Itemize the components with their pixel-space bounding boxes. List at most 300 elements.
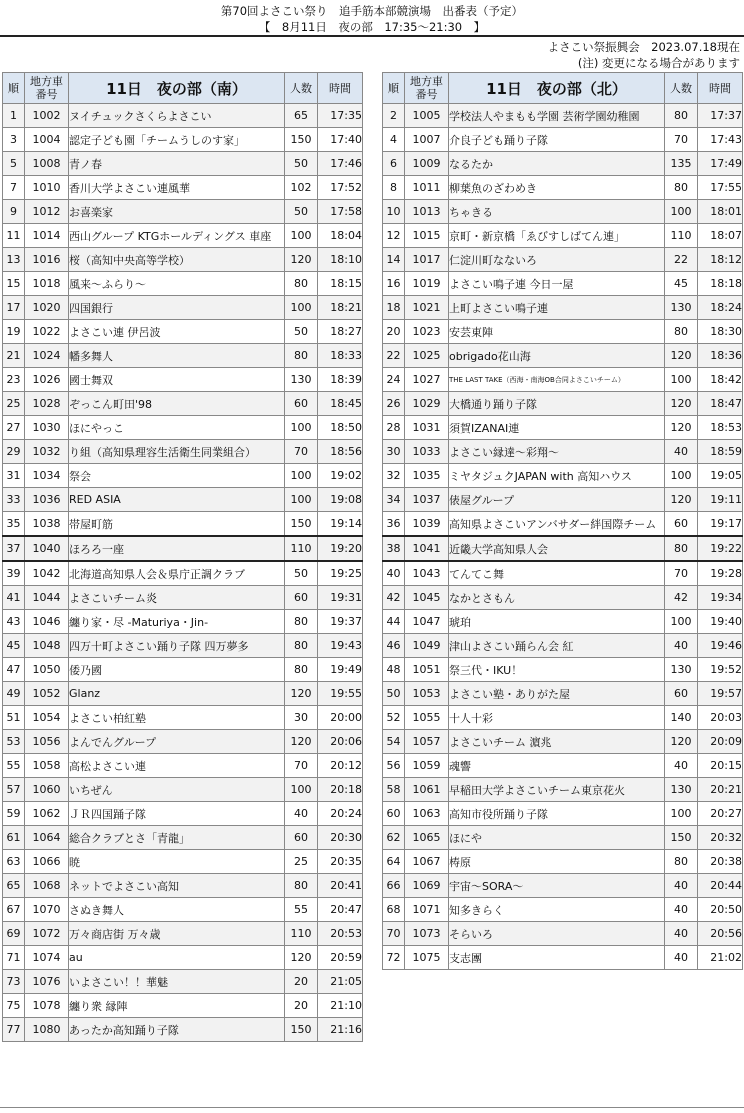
order-cell: 59	[3, 802, 25, 826]
float-number-cell: 1065	[405, 826, 449, 850]
team-name-cell: ほにやっこ	[69, 416, 285, 440]
south-schedule-table	[2, 72, 363, 1042]
order-cell: 50	[383, 682, 405, 706]
time-cell: 20:56	[698, 922, 743, 946]
float-number-cell: 1023	[405, 320, 449, 344]
team-name-cell: ヌイチュックさくらよさこい	[69, 104, 285, 128]
float-number-cell: 1039	[405, 512, 449, 537]
float-number-cell: 1071	[405, 898, 449, 922]
order-cell: 23	[3, 368, 25, 392]
time-cell: 19:55	[318, 682, 363, 706]
table-row	[383, 802, 743, 826]
people-cell: 100	[285, 488, 318, 512]
team-name-cell: 俵屋グループ	[449, 488, 665, 512]
table-row	[3, 994, 363, 1018]
table-row	[383, 850, 743, 874]
table-row	[3, 561, 363, 586]
float-number-cell: 1076	[25, 970, 69, 994]
float-number-cell: 1018	[25, 272, 69, 296]
time-cell: 19:25	[318, 561, 363, 586]
order-cell: 9	[3, 200, 25, 224]
col-float-number-line1: 地方車	[410, 75, 443, 88]
order-cell: 22	[383, 344, 405, 368]
team-name-cell: 四国銀行	[69, 296, 285, 320]
float-number-cell: 1024	[25, 344, 69, 368]
order-cell: 40	[383, 561, 405, 586]
table-row	[383, 464, 743, 488]
time-cell: 20:27	[698, 802, 743, 826]
order-cell: 63	[3, 850, 25, 874]
order-cell: 38	[383, 536, 405, 561]
table-row	[3, 802, 363, 826]
people-cell: 150	[285, 1018, 318, 1042]
table-row	[383, 610, 743, 634]
float-number-cell: 1017	[405, 248, 449, 272]
table-row	[383, 826, 743, 850]
col-order-header: 順	[3, 73, 25, 104]
order-cell: 70	[383, 922, 405, 946]
table-row	[383, 128, 743, 152]
page-subtitle: 【 8月11日 夜の部 17:35～21:30 】	[258, 20, 486, 34]
people-cell: 70	[285, 754, 318, 778]
people-cell: 80	[285, 610, 318, 634]
team-name-cell: 大橋通り踊り子隊	[449, 392, 665, 416]
table-row	[383, 272, 743, 296]
order-cell: 33	[3, 488, 25, 512]
order-cell: 72	[383, 946, 405, 970]
float-number-cell: 1047	[405, 610, 449, 634]
order-cell: 18	[383, 296, 405, 320]
order-cell: 75	[3, 994, 25, 1018]
team-name-cell: 香川大学よさこい連風華	[69, 176, 285, 200]
float-number-cell: 1062	[25, 802, 69, 826]
order-cell: 19	[3, 320, 25, 344]
table-row	[3, 392, 363, 416]
people-cell: 80	[665, 850, 698, 874]
people-cell: 130	[665, 778, 698, 802]
people-cell: 100	[285, 464, 318, 488]
time-cell: 17:37	[698, 104, 743, 128]
order-cell: 15	[3, 272, 25, 296]
float-number-cell: 1021	[405, 296, 449, 320]
col-people-header: 人数	[665, 73, 698, 104]
time-cell: 18:42	[698, 368, 743, 392]
time-cell: 18:04	[318, 224, 363, 248]
col-float-number-line2: 番号	[415, 88, 438, 101]
people-cell: 135	[665, 152, 698, 176]
team-name-cell: 仁淀川町なないろ	[449, 248, 665, 272]
team-name-cell: 近畿大学高知県人会	[449, 536, 665, 561]
order-cell: 68	[383, 898, 405, 922]
order-cell: 25	[3, 392, 25, 416]
table-row	[3, 368, 363, 392]
float-number-cell: 1029	[405, 392, 449, 416]
people-cell: 130	[665, 658, 698, 682]
float-number-cell: 1028	[25, 392, 69, 416]
team-name-cell: ちゃきる	[449, 200, 665, 224]
time-cell: 20:18	[318, 778, 363, 802]
people-cell: 80	[665, 536, 698, 561]
order-cell: 11	[3, 224, 25, 248]
order-cell: 48	[383, 658, 405, 682]
time-cell: 18:59	[698, 440, 743, 464]
change-note: (注) 変更になる場合があります	[577, 56, 740, 70]
order-cell: 52	[383, 706, 405, 730]
float-number-cell: 1074	[25, 946, 69, 970]
table-row	[3, 826, 363, 850]
table-row	[383, 392, 743, 416]
table-row	[383, 922, 743, 946]
time-cell: 19:46	[698, 634, 743, 658]
order-cell: 14	[383, 248, 405, 272]
float-number-cell: 1013	[405, 200, 449, 224]
order-cell: 77	[3, 1018, 25, 1042]
order-cell: 36	[383, 512, 405, 537]
order-cell: 13	[3, 248, 25, 272]
time-cell: 20:12	[318, 754, 363, 778]
people-cell: 40	[665, 874, 698, 898]
col-float-number-line1: 地方車	[30, 75, 63, 88]
team-name-cell: よさこいチーム炎	[69, 586, 285, 610]
people-cell: 80	[285, 658, 318, 682]
table-row	[383, 488, 743, 512]
team-name-cell: なるたか	[449, 152, 665, 176]
people-cell: 80	[665, 320, 698, 344]
order-cell: 5	[3, 152, 25, 176]
people-cell: 100	[285, 224, 318, 248]
time-cell: 19:08	[318, 488, 363, 512]
people-cell: 55	[285, 898, 318, 922]
table-row	[383, 946, 743, 970]
people-cell: 130	[665, 296, 698, 320]
bottom-divider	[0, 1107, 744, 1108]
order-cell: 2	[383, 104, 405, 128]
col-float-number-header	[405, 73, 449, 104]
float-number-cell: 1036	[25, 488, 69, 512]
table-row	[383, 874, 743, 898]
team-name-cell: 風来～ふらり～	[69, 272, 285, 296]
time-cell: 17:40	[318, 128, 363, 152]
table-row	[383, 416, 743, 440]
table-row	[3, 874, 363, 898]
table-row	[3, 922, 363, 946]
float-number-cell: 1033	[405, 440, 449, 464]
table-row	[383, 586, 743, 610]
order-cell: 71	[3, 946, 25, 970]
people-cell: 100	[665, 802, 698, 826]
team-name-cell: あったか高知踊り子隊	[69, 1018, 285, 1042]
float-number-cell: 1080	[25, 1018, 69, 1042]
table-row	[3, 754, 363, 778]
table-row	[383, 512, 743, 537]
time-cell: 18:18	[698, 272, 743, 296]
table-row	[3, 272, 363, 296]
people-cell: 130	[285, 368, 318, 392]
time-cell: 20:24	[318, 802, 363, 826]
time-cell: 19:40	[698, 610, 743, 634]
header-divider	[0, 35, 744, 37]
people-cell: 110	[285, 536, 318, 561]
team-name-cell: 十人十彩	[449, 706, 665, 730]
people-cell: 80	[665, 104, 698, 128]
table-row	[3, 850, 363, 874]
float-number-cell: 1040	[25, 536, 69, 561]
people-cell: 70	[665, 128, 698, 152]
people-cell: 40	[665, 898, 698, 922]
time-cell: 20:38	[698, 850, 743, 874]
table-row	[3, 1018, 363, 1042]
table-row	[3, 416, 363, 440]
table-row	[3, 610, 363, 634]
time-cell: 18:50	[318, 416, 363, 440]
order-cell: 44	[383, 610, 405, 634]
people-cell: 20	[285, 994, 318, 1018]
table-row	[3, 464, 363, 488]
table-row	[3, 488, 363, 512]
float-number-cell: 1073	[405, 922, 449, 946]
order-cell: 8	[383, 176, 405, 200]
order-cell: 58	[383, 778, 405, 802]
people-cell: 60	[285, 392, 318, 416]
team-name-cell: いちぜん	[69, 778, 285, 802]
time-cell: 21:16	[318, 1018, 363, 1042]
order-cell: 1	[3, 104, 25, 128]
team-name-cell: ほろろ一座	[69, 536, 285, 561]
time-cell: 18:45	[318, 392, 363, 416]
float-number-cell: 1072	[25, 922, 69, 946]
table-row	[3, 128, 363, 152]
people-cell: 80	[285, 344, 318, 368]
table-row	[3, 682, 363, 706]
order-cell: 4	[383, 128, 405, 152]
time-cell: 18:27	[318, 320, 363, 344]
team-name-cell: 安芸東陣	[449, 320, 665, 344]
team-name-cell: さぬき舞人	[69, 898, 285, 922]
order-cell: 56	[383, 754, 405, 778]
order-cell: 60	[383, 802, 405, 826]
people-cell: 100	[665, 464, 698, 488]
time-cell: 20:32	[698, 826, 743, 850]
table-row	[3, 248, 363, 272]
order-cell: 64	[383, 850, 405, 874]
people-cell: 50	[285, 152, 318, 176]
people-cell: 40	[285, 802, 318, 826]
table-row	[3, 898, 363, 922]
people-cell: 140	[665, 706, 698, 730]
team-name-cell: そらいろ	[449, 922, 665, 946]
table-row	[383, 730, 743, 754]
order-cell: 28	[383, 416, 405, 440]
team-name-cell: お喜楽家	[69, 200, 285, 224]
col-time-header: 時間	[318, 73, 363, 104]
time-cell: 20:53	[318, 922, 363, 946]
table-row	[383, 320, 743, 344]
time-cell: 21:02	[698, 946, 743, 970]
float-number-cell: 1059	[405, 754, 449, 778]
order-cell: 43	[3, 610, 25, 634]
people-cell: 100	[665, 200, 698, 224]
float-number-cell: 1019	[405, 272, 449, 296]
float-number-cell: 1044	[25, 586, 69, 610]
team-name-cell: 学校法人やまもも学園 芸術学園幼稚園	[449, 104, 665, 128]
table-row	[383, 561, 743, 586]
float-number-cell: 1056	[25, 730, 69, 754]
float-number-cell: 1011	[405, 176, 449, 200]
order-cell: 12	[383, 224, 405, 248]
float-number-cell: 1020	[25, 296, 69, 320]
time-cell: 19:37	[318, 610, 363, 634]
team-name-cell: よさこいチーム 濵兆	[449, 730, 665, 754]
table-row	[383, 248, 743, 272]
table-row	[383, 536, 743, 561]
people-cell: 70	[665, 561, 698, 586]
people-cell: 40	[665, 754, 698, 778]
team-name-cell: 北海道高知県人会＆県庁正調クラブ	[69, 561, 285, 586]
team-name-cell: Glanz	[69, 682, 285, 706]
order-cell: 6	[383, 152, 405, 176]
time-cell: 18:15	[318, 272, 363, 296]
team-name-cell: 上町よさこい鳴子連	[449, 296, 665, 320]
team-name-cell: よさこい縁達～彩翔～	[449, 440, 665, 464]
team-name-cell: よんでんグループ	[69, 730, 285, 754]
people-cell: 50	[285, 320, 318, 344]
team-name-cell: 祭会	[69, 464, 285, 488]
table-row	[383, 344, 743, 368]
team-name-cell: なかとさもん	[449, 586, 665, 610]
order-cell: 34	[383, 488, 405, 512]
float-number-cell: 1060	[25, 778, 69, 802]
people-cell: 50	[285, 200, 318, 224]
team-name-cell: 幡多舞人	[69, 344, 285, 368]
float-number-cell: 1009	[405, 152, 449, 176]
order-cell: 20	[383, 320, 405, 344]
order-cell: 35	[3, 512, 25, 537]
time-cell: 18:30	[698, 320, 743, 344]
time-cell: 19:34	[698, 586, 743, 610]
order-cell: 32	[383, 464, 405, 488]
team-name-cell: ぞっこん町田'98	[69, 392, 285, 416]
order-cell: 39	[3, 561, 25, 586]
people-cell: 40	[665, 634, 698, 658]
time-cell: 20:00	[318, 706, 363, 730]
order-cell: 37	[3, 536, 25, 561]
order-cell: 3	[3, 128, 25, 152]
time-cell: 20:35	[318, 850, 363, 874]
float-number-cell: 1008	[25, 152, 69, 176]
people-cell: 120	[285, 946, 318, 970]
time-cell: 20:30	[318, 826, 363, 850]
float-number-cell: 1027	[405, 368, 449, 392]
team-name-cell: 魂響	[449, 754, 665, 778]
time-cell: 19:43	[318, 634, 363, 658]
time-cell: 20:44	[698, 874, 743, 898]
team-name-cell: ミヤタジュクJAPAN with 高知ハウス	[449, 464, 665, 488]
float-number-cell: 1043	[405, 561, 449, 586]
people-cell: 60	[285, 826, 318, 850]
table-row	[3, 344, 363, 368]
people-cell: 100	[665, 368, 698, 392]
team-name-cell: 高知市役所踊り子隊	[449, 802, 665, 826]
float-number-cell: 1041	[405, 536, 449, 561]
time-cell: 18:39	[318, 368, 363, 392]
team-name-cell: 高松よさこい連	[69, 754, 285, 778]
float-number-cell: 1015	[405, 224, 449, 248]
people-cell: 120	[285, 248, 318, 272]
float-number-cell: 1030	[25, 416, 69, 440]
col-time-header: 時間	[698, 73, 743, 104]
people-cell: 80	[665, 176, 698, 200]
team-name-cell: 柳葉魚のざわめき	[449, 176, 665, 200]
time-cell: 20:03	[698, 706, 743, 730]
team-name-cell: よさこい鳴子連 今日一屋	[449, 272, 665, 296]
col-float-number-line2: 番号	[35, 88, 58, 101]
team-name-cell: 知多きらく	[449, 898, 665, 922]
people-cell: 120	[665, 730, 698, 754]
float-number-cell: 1058	[25, 754, 69, 778]
team-name-cell: RED ASIA	[69, 488, 285, 512]
time-cell: 17:35	[318, 104, 363, 128]
float-number-cell: 1054	[25, 706, 69, 730]
float-number-cell: 1022	[25, 320, 69, 344]
time-cell: 18:12	[698, 248, 743, 272]
order-cell: 41	[3, 586, 25, 610]
float-number-cell: 1069	[405, 874, 449, 898]
page-title: 第70回よさこい祭り 追手筋本部競演場 出番表（予定）	[220, 4, 524, 18]
team-name-cell: 祭三代・IKU！	[449, 658, 665, 682]
time-cell: 19:14	[318, 512, 363, 537]
time-cell: 20:59	[318, 946, 363, 970]
time-cell: 19:57	[698, 682, 743, 706]
time-cell: 20:06	[318, 730, 363, 754]
people-cell: 150	[665, 826, 698, 850]
north-table-title: 11日 夜の部（北）	[449, 73, 665, 104]
table-header-row	[3, 73, 363, 104]
team-name-cell: 西山グループ KTGホールディングス 車座	[69, 224, 285, 248]
float-number-cell: 1042	[25, 561, 69, 586]
team-name-cell: 認定子ども園「チームうしのす家」	[69, 128, 285, 152]
float-number-cell: 1067	[405, 850, 449, 874]
people-cell: 100	[285, 778, 318, 802]
table-row	[383, 104, 743, 128]
time-cell: 19:31	[318, 586, 363, 610]
people-cell: 100	[285, 416, 318, 440]
team-name-cell: 倭乃國	[69, 658, 285, 682]
float-number-cell: 1016	[25, 248, 69, 272]
table-row	[383, 754, 743, 778]
people-cell: 120	[285, 682, 318, 706]
time-cell: 18:21	[318, 296, 363, 320]
team-name-cell: 纏り家・尽 -Maturiya・Jin-	[69, 610, 285, 634]
time-cell: 19:05	[698, 464, 743, 488]
time-cell: 19:28	[698, 561, 743, 586]
float-number-cell: 1066	[25, 850, 69, 874]
team-name-cell: 支志團	[449, 946, 665, 970]
float-number-cell: 1002	[25, 104, 69, 128]
table-row	[383, 778, 743, 802]
people-cell: 80	[285, 634, 318, 658]
order-cell: 16	[383, 272, 405, 296]
float-number-cell: 1007	[405, 128, 449, 152]
team-name-cell: 万々商店街 万々歳	[69, 922, 285, 946]
order-cell: 53	[3, 730, 25, 754]
float-number-cell: 1045	[405, 586, 449, 610]
table-row	[3, 970, 363, 994]
table-row	[383, 176, 743, 200]
float-number-cell: 1050	[25, 658, 69, 682]
time-cell: 19:22	[698, 536, 743, 561]
table-row	[3, 224, 363, 248]
people-cell: 20	[285, 970, 318, 994]
